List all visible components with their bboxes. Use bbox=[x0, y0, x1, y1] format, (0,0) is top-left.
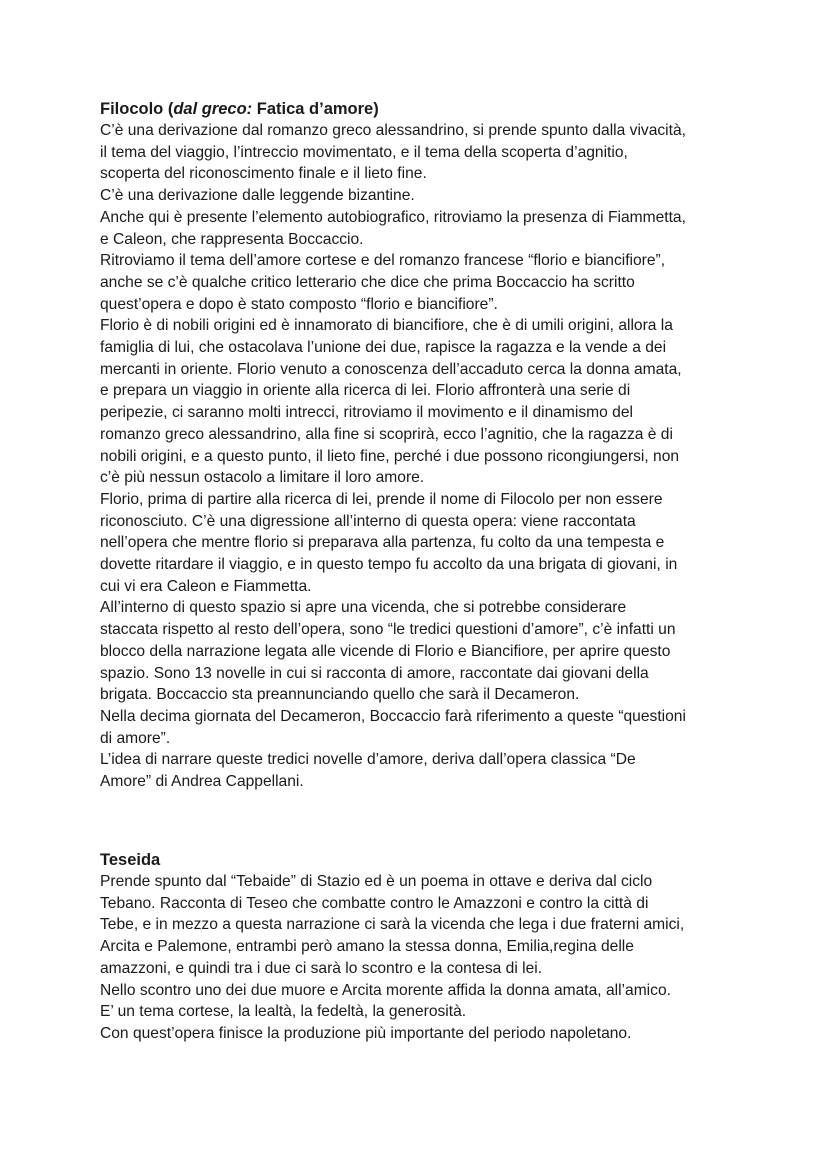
text-line: spazio. Sono 13 novelle in cui si racconta di amore, raccontate dai giovani della bbox=[100, 664, 649, 682]
filocolo-title-prefix: Filocolo ( bbox=[100, 100, 174, 118]
filocolo-body bbox=[100, 120, 760, 793]
text-line: e prepara un viaggio in oriente alla ricerca di lei. Florio affronterà una serie di bbox=[100, 382, 631, 400]
text-line: brigata. Boccaccio sta preannunciando quello che sarà il Decameron. bbox=[100, 686, 580, 704]
text-line: il tema del viaggio, l’intreccio movimentato, e il tema della scoperta d’agnitio, bbox=[100, 143, 628, 161]
text-line: amazzoni, e quindi tra i due ci sarà lo scontro e la contesa di lei. bbox=[100, 959, 543, 977]
text-line: Prende spunto dal “Tebaide” di Stazio ed è un poema in ottave e deriva dal ciclo bbox=[100, 873, 653, 890]
text-line: E’ un tema cortese, la lealtà, la fedeltà, la generosità. bbox=[100, 1003, 467, 1021]
text-line: Florio è di nobili origini ed è innamorato di biancifiore, che è di umili origini, allora la bbox=[100, 317, 673, 335]
text-line: nobili origini, e a questo punto, il lieto fine, perché i due possono ricongiungersi, non bbox=[100, 447, 680, 465]
text-line: riconosciuto. C’è una digressione all’interno di questa opera: viene raccontata bbox=[100, 512, 636, 530]
filocolo-title-suffix: Fatica d’amore) bbox=[252, 100, 379, 118]
section-teseida bbox=[100, 849, 760, 1045]
section-filocolo bbox=[100, 98, 760, 793]
text-line: dovette ritardare il viaggio, e in questo tempo fu accolto da una brigata di giovani, in bbox=[100, 556, 678, 574]
text-line: Tebe, e in mezzo a questa narrazione ci sarà la vicenda che lega i due fraterni amici, bbox=[100, 916, 685, 934]
text-line: quest’opera e dopo è stato composto “florio e biancifiore”. bbox=[100, 295, 498, 313]
teseida-body bbox=[100, 871, 760, 1045]
text-line: scoperta del riconoscimento finale e il lieto fine. bbox=[100, 165, 427, 183]
text-line: mercanti in oriente. Florio venuto a conoscenza dell’accaduto cerca la donna amata, bbox=[100, 360, 682, 378]
text-line: All’interno di questo spazio si apre una vicenda, che si potrebbe considerare bbox=[100, 599, 627, 617]
text-line: C’è una derivazione dalle leggende bizantine. bbox=[100, 187, 415, 205]
text-line: c’è più nessun ostacolo a limitare il loro amore. bbox=[100, 469, 425, 487]
text-line: peripezie, ci saranno molti intrecci, ritroviamo il movimento e il dinamismo del bbox=[100, 404, 633, 422]
text-line: anche se c’è qualche critico letterario che dice che prima Boccaccio ha scritto bbox=[100, 273, 635, 291]
text-line: Anche qui è presente l’elemento autobiografico, ritroviamo la presenza di Fiammetta, bbox=[100, 208, 686, 226]
filocolo-title bbox=[100, 98, 760, 120]
text-line: di amore”. bbox=[100, 729, 171, 747]
filocolo-title-italic: dal greco: bbox=[173, 100, 253, 118]
text-line: nell’opera che mentre florio si preparava alla partenza, fu colto da una tempesta e bbox=[100, 534, 665, 552]
text-line: Arcita e Palemone, entrambi però amano la stessa donna, Emilia,regina delle bbox=[100, 938, 634, 956]
text-line: staccata rispetto al resto dell’opera, sono “le tredici questioni d’amore”, c’è infatti un bbox=[100, 621, 676, 639]
text-line: Nella decima giornata del Decameron, Boccaccio farà riferimento a queste “questioni bbox=[100, 707, 686, 725]
text-line: Tebano. Racconta di Teseo che combatte contro le Amazzoni e contro la città di bbox=[100, 894, 649, 912]
text-line: L’idea di narrare queste tredici novelle d’amore, deriva dall’opera classica “De bbox=[100, 751, 636, 769]
text-line: cui vi era Caleon e Fiammetta. bbox=[100, 577, 312, 595]
text-line: Con quest’opera finisce la produzione più importante del periodo napoletano. bbox=[100, 1024, 632, 1042]
text-line: Nello scontro uno dei due muore e Arcita morente affida la donna amata, all’amico. bbox=[100, 981, 671, 999]
text-line: famiglia di lui, che ostacolava l’unione dei due, rapisce la ragazza e la vende a dei bbox=[100, 339, 667, 357]
text-line: Amore” di Andrea Cappellani. bbox=[100, 773, 304, 791]
text-line: Ritroviamo il tema dell’amore cortese e del romanzo francese “florio e biancifiore”, bbox=[100, 252, 666, 270]
text-line: romanzo greco alessandrino, alla fine si scoprirà, ecco l’agnitio, che la ragazza è di bbox=[100, 425, 673, 443]
text-line: Florio, prima di partire alla ricerca di lei, prende il nome di Filocolo per non essere bbox=[100, 490, 663, 508]
text-line: e Caleon, che rappresenta Boccaccio. bbox=[100, 230, 364, 248]
teseida-title: Teseida bbox=[100, 851, 161, 869]
text-line: C’è una derivazione dal romanzo greco alessandrino, si prende spunto dalla vivacità, bbox=[100, 122, 686, 139]
text-line: blocco della narrazione legata alle vicende di Florio e Biancifiore, per aprire questo bbox=[100, 642, 671, 660]
